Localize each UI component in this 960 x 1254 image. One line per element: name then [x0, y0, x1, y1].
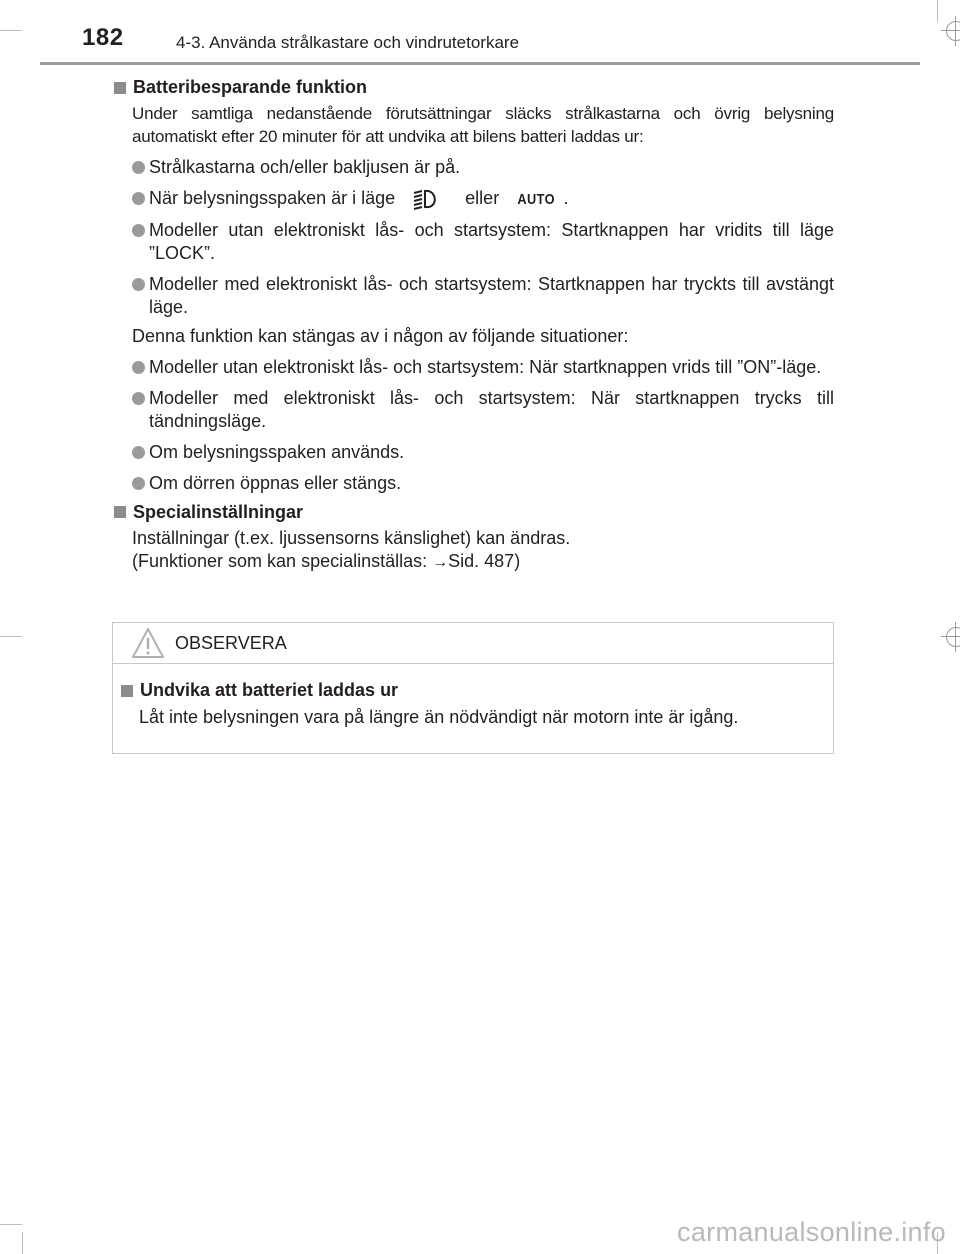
- registration-mark-icon: [946, 21, 960, 41]
- list-item: När belysningsspaken är i läge eller AUTO .: [132, 187, 834, 211]
- round-bullet-icon: [132, 161, 145, 174]
- round-bullet-icon: [132, 192, 145, 205]
- page-reference-link[interactable]: Sid. 487): [448, 550, 521, 571]
- settings-reference: (Funktioner som kan specialinställas: →Sid. 487): [132, 550, 521, 571]
- round-bullet-icon: [132, 361, 145, 374]
- round-bullet-icon: [132, 224, 145, 237]
- round-bullet-icon: [132, 392, 145, 405]
- notice-body: [113, 664, 833, 729]
- list-item: Strålkastarna och/eller bakljusen är på.: [132, 156, 834, 179]
- list-item: Modeller med elektroniskt lås- och startsystem: Startknappen har tryckts till avstängt läge.: [132, 273, 834, 319]
- crop-mark: [0, 30, 22, 31]
- header-divider: [40, 62, 920, 65]
- list-item: Modeller med elektroniskt lås- och startsystem: När startknappen trycks till tändningsläge.: [132, 387, 834, 433]
- section-heading: [112, 76, 834, 99]
- auto-mode-icon: AUTO: [517, 190, 556, 208]
- section-title: Batteribesparande funktion: [133, 77, 368, 97]
- section-heading: [112, 501, 834, 524]
- settings-text: Inställningar (t.ex. ljussensorns känslighet) kan ändras.: [132, 527, 571, 548]
- main-content: [112, 76, 834, 574]
- notice-heading: Undvika att batteriet laddas ur: [119, 680, 833, 701]
- headlight-icon: [412, 188, 442, 210]
- page-number: 182: [82, 24, 124, 51]
- arrow-right-icon: →: [432, 553, 449, 571]
- crop-mark: [0, 1224, 22, 1225]
- square-bullet-icon: [114, 506, 126, 518]
- watermark-link[interactable]: carmanualsonline.info: [677, 1217, 946, 1247]
- round-bullet-icon: [132, 477, 145, 490]
- notice-text: Låt inte belysningen vara på längre än nödvändigt när motorn inte är igång.: [139, 707, 739, 727]
- list-item: Modeller utan elektroniskt lås- och startsystem: När startknappen vrids till ”ON”-läge.: [132, 356, 834, 379]
- notice-title: OBSERVERA: [175, 632, 287, 653]
- list-item: Om dörren öppnas eller stängs.: [132, 472, 834, 495]
- square-bullet-icon: [114, 82, 126, 94]
- list-item: Modeller utan elektroniskt lås- och startsystem: Startknappen har vridits till läge ”LOCK”.: [132, 219, 834, 265]
- chapter-title: 4-3. Använda strålkastare och vindrutetorkare: [176, 33, 520, 52]
- crop-mark: [22, 1232, 23, 1254]
- square-bullet-icon: [121, 685, 133, 697]
- warning-icon: [131, 627, 165, 659]
- registration-mark-icon: [946, 627, 960, 647]
- section-title: Specialinställningar: [133, 501, 304, 522]
- section-intro: Under samtliga nedanstående förutsättningar släcks strålkastarna och övrig belysning automatiskt efter 20 minuter för att undvika att bilens batteri laddas ur:: [132, 104, 834, 146]
- crop-mark: [937, 0, 938, 22]
- round-bullet-icon: [132, 446, 145, 459]
- crop-mark: [0, 636, 22, 637]
- notice-box: [112, 622, 834, 754]
- list-item: Om belysningsspaken används.: [132, 441, 834, 464]
- notice-header: [113, 623, 833, 664]
- round-bullet-icon: [132, 278, 145, 291]
- cancel-intro: Denna funktion kan stängas av i någon av följande situationer:: [132, 325, 629, 346]
